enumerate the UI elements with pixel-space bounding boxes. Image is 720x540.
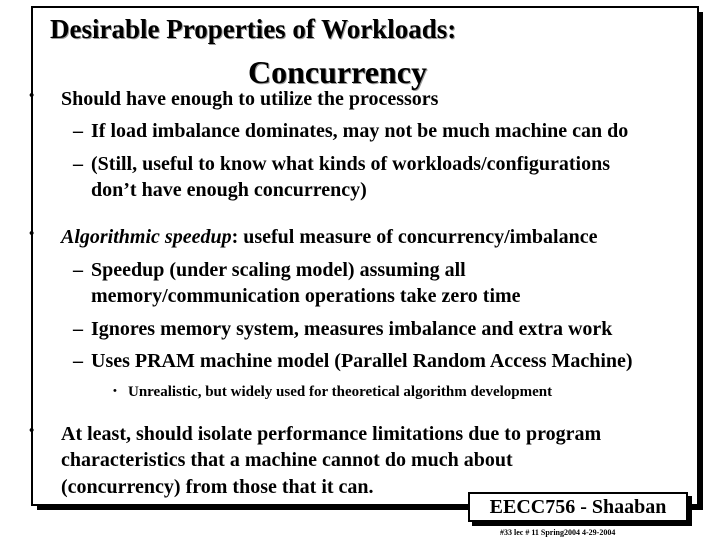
dash-marker: – [73,259,83,281]
bullet-2-sub-1-line-1: Speedup (under scaling model) assuming all [91,259,466,281]
dash-marker: – [73,318,83,340]
dash-marker: – [73,350,83,372]
course-badge: EECC756 - Shaaban [468,492,688,522]
bullet-marker: • [113,385,117,397]
dash-marker: – [73,120,83,142]
bullet-2-text [61,226,597,249]
bullet-2-subsub: Unrealistic, but widely used for theoretical algorithm development [128,384,553,400]
bullet-marker: • [29,423,35,439]
bullet-2-rest: : useful measure of concurrency/imbalance [231,226,598,248]
bullet-marker: • [29,226,35,242]
bullet-1-sub-2-line-1: (Still, useful to know what kinds of workloads/configurations [91,153,610,175]
slide-title: Desirable Properties of Workloads: [50,14,457,44]
bullet-3-line-3: (concurrency) from those that it can. [61,476,374,498]
bullet-2-sub-1-line-2: memory/communication operations take zero time [91,285,521,307]
bullet-1-text: Should have enough to utilize the processors [61,88,439,110]
bullet-3-line-1: At least, should isolate performance limitations due to program [61,423,602,445]
bullet-1-sub-1: If load imbalance dominates, may not be much machine can do [91,120,629,142]
dash-marker: – [73,153,83,175]
bullet-3-line-2: characteristics that a machine cannot do much about [61,449,513,471]
bullet-marker: • [29,88,35,104]
bullet-1-sub-2-line-2: don’t have enough concurrency) [91,179,367,201]
bullet-2-sub-2: Ignores memory system, measures imbalance and extra work [91,318,613,340]
slide-footer: #33 lec # 11 Spring2004 4-29-2004 [500,528,616,537]
frame-shadow-right [699,12,703,510]
slide-subtitle: Concurrency [248,54,427,90]
bullet-2-sub-3: Uses PRAM machine model (Parallel Random Access Machine) [91,350,633,372]
algorithmic-speedup-term: Algorithmic speedup [61,226,232,248]
